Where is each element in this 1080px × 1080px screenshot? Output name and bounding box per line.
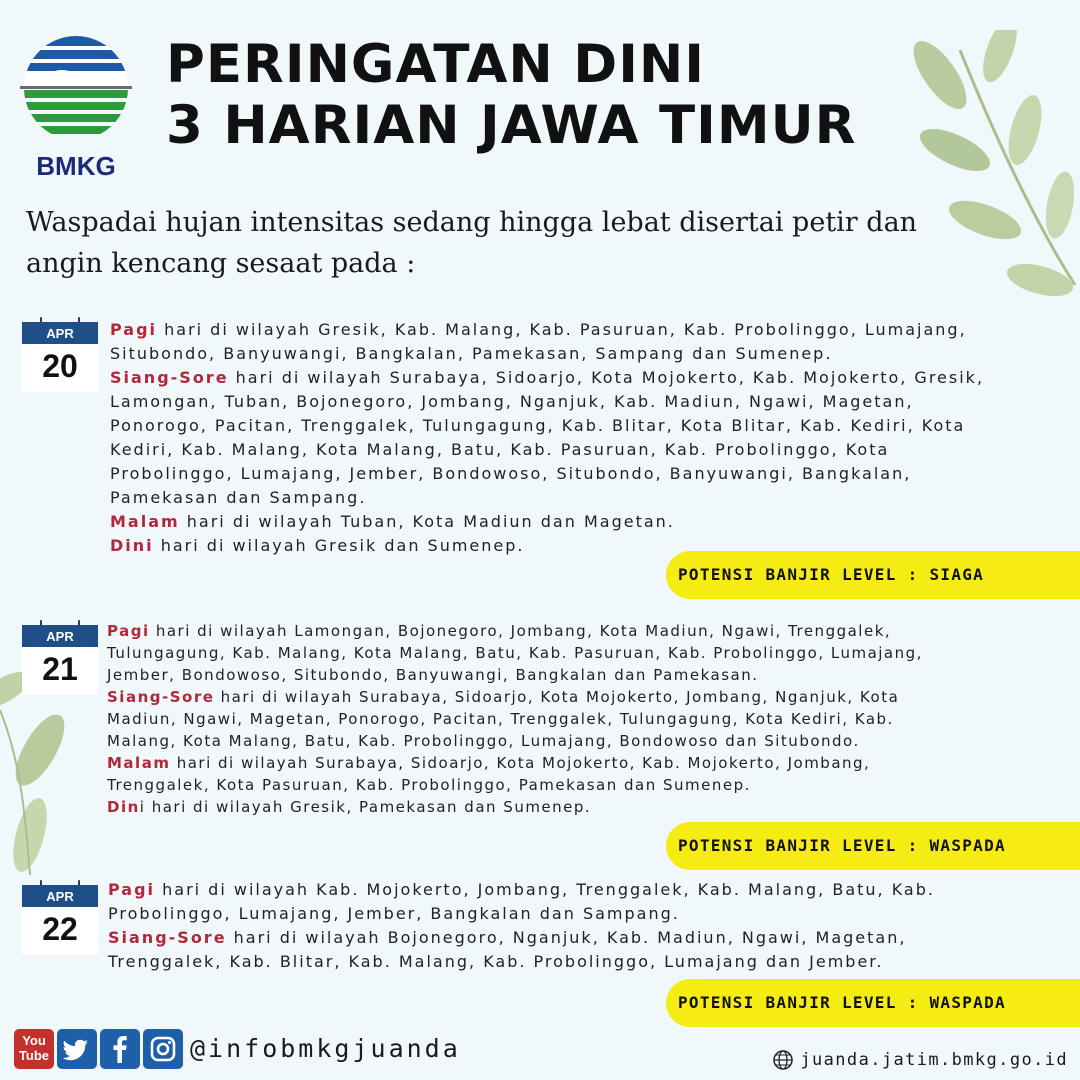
page-title	[166, 34, 856, 156]
forecast-text	[107, 620, 1072, 818]
forecast-line: Dini hari di wilayah Gresik, Pamekasan dan Sumenep.	[107, 798, 592, 816]
forecast-line: Trenggalek, Kab. Blitar, Kab. Malang, Kab. Probolinggo, Lumajang dan Jember.	[108, 952, 884, 971]
instagram-icon[interactable]	[143, 1029, 183, 1069]
forecast-line: Jember, Bondowoso, Situbondo, Banyuwangi, Bangkalan dan Pamekasan.	[107, 666, 759, 684]
twitter-icon[interactable]	[57, 1029, 97, 1069]
calendar-day-number: 20	[42, 348, 78, 384]
forecast-line: Situbondo, Banyuwangi, Bangkalan, Pamekasan, Sampang dan Sumenep.	[110, 344, 833, 363]
title-line-1: PERINGATAN DINI	[166, 34, 705, 95]
forecast-line: Pamekasan dan Sampang.	[110, 488, 367, 507]
forecast-text	[110, 318, 1075, 558]
forecast-line: Malam hari di wilayah Surabaya, Sidoarjo, Kota Mojokerto, Kab. Mojokerto, Jombang,	[107, 754, 871, 772]
forecast-line: Malam hari di wilayah Tuban, Kota Madiun dan Magetan.	[110, 512, 675, 531]
intro-line-2: angin kencang sesaat pada :	[26, 248, 416, 279]
globe-icon	[772, 1049, 794, 1071]
calendar-month: APR	[22, 625, 98, 647]
calendar-date-icon	[22, 625, 98, 695]
calendar-day-number: 21	[42, 651, 78, 687]
facebook-icon[interactable]	[100, 1029, 140, 1069]
forecast-line: Trenggalek, Kota Pasuruan, Kab. Probolinggo, Pamekasan dan Sumenep.	[107, 776, 751, 794]
forecast-line: Siang-Sore hari di wilayah Surabaya, Sidoarjo, Kota Mojokerto, Kab. Mojokerto, Gresik,	[110, 368, 985, 387]
intro-text	[26, 202, 986, 284]
forecast-line: Siang-Sore hari di wilayah Bojonegoro, Nganjuk, Kab. Madiun, Ngawi, Magetan,	[108, 928, 907, 947]
calendar-date-icon	[22, 885, 98, 955]
decorative-leaves-left	[0, 670, 80, 880]
flood-level-badge: POTENSI BANJIR LEVEL : SIAGA	[666, 551, 1080, 599]
forecast-line: Probolinggo, Lumajang, Jember, Bangkalan dan Sampang.	[108, 904, 680, 923]
flood-level-badge: POTENSI BANJIR LEVEL : WASPADA	[666, 979, 1080, 1027]
website-link[interactable]	[800, 1046, 1068, 1074]
forecast-line: Lamongan, Tuban, Bojonegoro, Jombang, Nganjuk, Kab. Madiun, Ngawi, Magetan,	[110, 392, 914, 411]
calendar-date-icon	[22, 322, 98, 392]
calendar-day-number: 22	[42, 911, 78, 947]
forecast-line: Pagi hari di wilayah Gresik, Kab. Malang, Kab. Pasuruan, Kab. Probolinggo, Lumajang,	[110, 320, 967, 339]
social-handle: @infobmkgjuanda	[190, 1034, 461, 1063]
bmkg-logo	[20, 22, 132, 181]
forecast-line: Madiun, Ngawi, Magetan, Ponorogo, Pacitan, Trenggalek, Tulungagung, Kota Kediri, Kab.	[107, 710, 894, 728]
youtube-icon[interactable]: You Tube	[14, 1029, 54, 1069]
intro-line-1: Waspadai hujan intensitas sedang hingga lebat disertai petir dan	[26, 207, 918, 238]
logo-text: BMKG	[36, 151, 116, 181]
forecast-line: Malang, Kota Malang, Batu, Kab. Probolinggo, Lumajang, Bondowoso dan Situbondo.	[107, 732, 860, 750]
forecast-text	[108, 878, 1073, 974]
calendar-month: APR	[22, 322, 98, 344]
forecast-line: Probolinggo, Lumajang, Jember, Bondowoso, Situbondo, Banyuwangi, Bangkalan,	[110, 464, 912, 483]
forecast-line: Tulungagung, Kab. Malang, Kota Malang, Batu, Kab. Pasuruan, Kab. Probolinggo, Lumajang,	[107, 644, 923, 662]
title-line-2: 3 HARIAN JAWA TIMUR	[166, 95, 857, 156]
calendar-month: APR	[22, 885, 98, 907]
forecast-line: Pagi hari di wilayah Kab. Mojokerto, Jombang, Trenggalek, Kab. Malang, Batu, Kab.	[108, 880, 935, 899]
website-url: juanda.jatim.bmkg.go.id	[800, 1050, 1068, 1070]
forecast-line: Ponorogo, Pacitan, Trenggalek, Tulungagung, Kab. Blitar, Kota Blitar, Kab. Kediri, Kota	[110, 416, 966, 435]
forecast-line: Dini hari di wilayah Gresik dan Sumenep.	[110, 536, 525, 555]
forecast-line: Kediri, Kab. Malang, Kota Malang, Batu, Kab. Pasuruan, Kab. Probolinggo, Kota	[110, 440, 890, 459]
forecast-line: Pagi hari di wilayah Lamongan, Bojonegoro, Jombang, Kota Madiun, Ngawi, Trenggalek,	[107, 622, 892, 640]
forecast-line: Siang-Sore hari di wilayah Surabaya, Sidoarjo, Kota Mojokerto, Jombang, Nganjuk, Kota	[107, 688, 900, 706]
flood-level-badge: POTENSI BANJIR LEVEL : WASPADA	[666, 822, 1080, 870]
